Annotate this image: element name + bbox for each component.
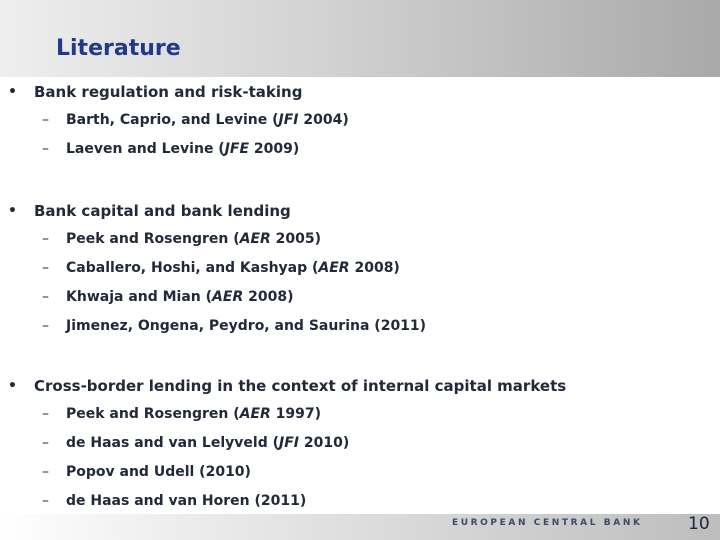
reference-text <box>66 260 400 276</box>
ref-year: 2008) <box>349 260 400 276</box>
dash-icon: – <box>42 435 49 451</box>
ref-year: 2008) <box>243 289 294 305</box>
dash-icon: – <box>42 464 49 480</box>
bullet-icon: • <box>8 378 17 394</box>
ref-journal: AER <box>239 406 271 422</box>
bullet-icon: • <box>8 84 17 100</box>
section-heading: Cross-border lending in the context of internal capital markets <box>34 377 567 395</box>
section-heading: Bank capital and bank lending <box>34 202 291 220</box>
ref-authors: Peek and Rosengren ( <box>66 231 240 247</box>
bank-logo-text: EUROPEAN CENTRAL BANK <box>452 518 643 528</box>
section-heading: Bank regulation and risk-taking <box>34 83 303 101</box>
reference-text <box>66 141 299 157</box>
reference-text <box>66 112 349 128</box>
reference-text <box>66 464 251 480</box>
section-heading-row <box>0 374 720 404</box>
dash-icon: – <box>42 406 49 422</box>
reference-text <box>66 493 306 509</box>
reference-text <box>66 435 349 451</box>
list-item <box>0 433 720 462</box>
ref-authors: Barth, Caprio, and Levine ( <box>66 112 279 128</box>
dash-icon: – <box>42 260 49 276</box>
page-number: 10 <box>688 514 710 534</box>
dash-icon: – <box>42 493 49 509</box>
ref-authors: Jimenez, Ongena, Peydro, and Saurina (2011) <box>66 318 427 334</box>
section-heading-row <box>0 80 720 110</box>
ref-authors: Laeven and Levine ( <box>66 141 225 157</box>
ref-journal: JFI <box>278 112 299 128</box>
ref-year: 1997) <box>270 406 322 422</box>
ref-journal: JFE <box>224 141 250 157</box>
reference-text <box>66 231 321 247</box>
dash-icon: – <box>42 318 49 334</box>
dash-icon: – <box>42 112 49 128</box>
ref-year: 2010) <box>298 435 350 451</box>
bullet-icon: • <box>8 203 17 219</box>
dash-icon: – <box>42 289 49 305</box>
list-item <box>0 139 720 168</box>
slide-title: Literature <box>56 36 181 61</box>
reference-text <box>66 406 321 422</box>
reference-text <box>66 289 293 305</box>
ref-authors: Caballero, Hoshi, and Kashyap ( <box>66 260 319 276</box>
list-item <box>0 258 720 287</box>
ref-authors: de Haas and van Horen (2011) <box>66 493 307 509</box>
reference-text <box>66 318 426 334</box>
ref-authors: Peek and Rosengren ( <box>66 406 240 422</box>
ref-authors: de Haas and van Lelyveld ( <box>66 435 279 451</box>
ref-journal: AER <box>318 260 350 276</box>
dash-icon: – <box>42 231 49 247</box>
ref-journal: JFI <box>279 435 299 451</box>
section-bank-regulation <box>0 80 720 168</box>
section-bank-capital <box>0 199 720 345</box>
ref-authors: Khwaja and Mian ( <box>66 289 213 305</box>
ref-year: 2004) <box>298 112 349 128</box>
list-item <box>0 229 720 258</box>
list-item <box>0 404 720 433</box>
list-item <box>0 287 720 316</box>
list-item <box>0 316 720 345</box>
list-item <box>0 110 720 139</box>
dash-icon: – <box>42 141 49 157</box>
ref-year: 2005) <box>270 231 322 247</box>
ref-journal: AER <box>212 289 244 305</box>
list-item <box>0 462 720 491</box>
ref-authors: Popov and Udell (2010) <box>66 464 251 480</box>
section-cross-border <box>0 374 720 520</box>
slide-footer <box>0 514 720 540</box>
ref-journal: AER <box>239 231 271 247</box>
ref-year: 2009) <box>249 141 300 157</box>
section-heading-row <box>0 199 720 229</box>
